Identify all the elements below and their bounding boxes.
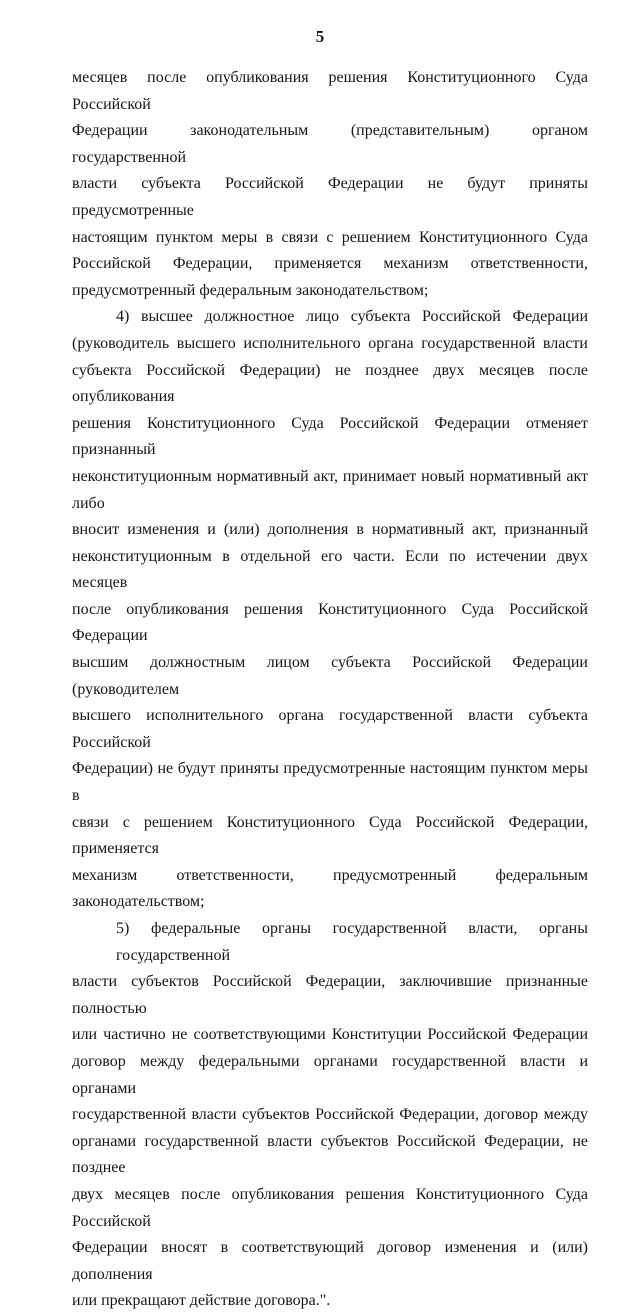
- page-number: 5: [315, 27, 325, 46]
- text-line: связи с решением Конституционного Суда Российской Федерации, применяется: [72, 813, 588, 858]
- text-line: двух месяцев после опубликования решения Конституционного Суда Российской: [72, 1185, 588, 1230]
- text-line: после опубликования решения Конституционного Суда Российской Федерации: [72, 600, 588, 645]
- paragraph-item-5: [72, 916, 588, 1315]
- text-line: неконституционным в отдельной его части. Если по истечении двух месяцев: [72, 547, 588, 592]
- document-body: [72, 65, 588, 1315]
- text-line: власти субъектов Российской Федерации, заключившие признанные полностью: [72, 973, 588, 1017]
- text-line: предусмотренный федеральным законодательством;: [72, 281, 429, 299]
- text-line: субъекта Российской Федерации) не позднее двух месяцев после опубликования: [72, 361, 588, 406]
- text-line: настоящим пунктом меры в связи с решением Конституционного Суда: [72, 228, 588, 246]
- text-line: государственной власти субъектов Российской Федерации, договор между: [72, 1106, 588, 1124]
- text-line: высшим должностным лицом субъекта Российской Федерации (руководителем: [72, 654, 588, 698]
- text-line: или частично не соответствующими Конституции Российской Федерации: [72, 1026, 588, 1044]
- text-line: Федерации законодательным (представительным) органом государственной: [72, 122, 588, 166]
- paragraph-continuation: [72, 65, 588, 304]
- text-line: или прекращают действие договора.".: [72, 1292, 331, 1310]
- text-line: неконституционным нормативный акт, принимает новый нормативный акт либо: [72, 467, 588, 512]
- text-line: высшего исполнительного органа государственной власти субъекта Российской: [72, 707, 588, 751]
- text-line: власти субъекта Российской Федерации не будут приняты предусмотренные: [72, 175, 588, 219]
- text-line: договор между федеральными органами государственной власти и органами: [72, 1052, 588, 1097]
- text-line: Федерации) не будут приняты предусмотренные настоящим пунктом меры в: [72, 760, 588, 805]
- text-line: 5) федеральные органы государственной власти, органы государственной: [116, 920, 588, 964]
- text-line: 4) высшее должностное лицо субъекта Российской Федерации: [116, 308, 588, 326]
- text-line: Российской Федерации, применяется механизм ответственности,: [72, 255, 588, 273]
- text-line: месяцев после опубликования решения Конституционного Суда Российской: [72, 69, 588, 113]
- text-line: (руководитель высшего исполнительного органа государственной власти: [72, 334, 588, 352]
- text-line: Федерации вносят в соответствующий договор изменения и (или) дополнения: [72, 1239, 588, 1283]
- text-line: решения Конституционного Суда Российской Федерации отменяет признанный: [72, 414, 588, 459]
- paragraph-item-4: [72, 304, 588, 916]
- text-line: органами государственной власти субъектов Российской Федерации, не позднее: [72, 1132, 588, 1177]
- text-line: механизм ответственности, предусмотренный федеральным законодательством;: [72, 866, 588, 911]
- text-line: вносит изменения и (или) дополнения в нормативный акт, признанный: [72, 521, 588, 539]
